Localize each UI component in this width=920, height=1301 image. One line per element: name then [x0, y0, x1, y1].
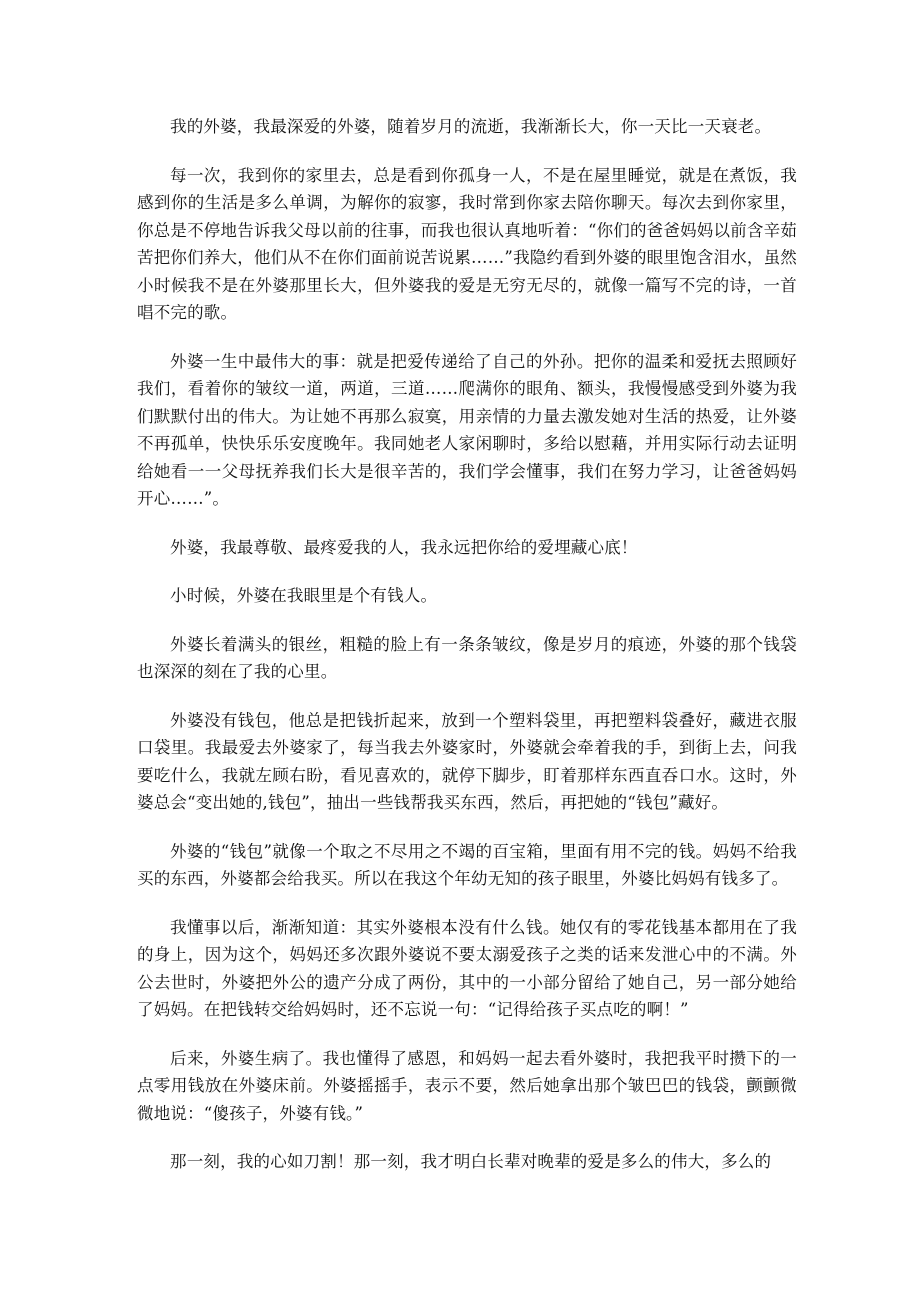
- paragraph: 外婆没有钱包，他总是把钱折起来，放到一个塑料袋里，再把塑料袋叠好，藏进衣服口袋里。我最爱去外婆家了，每当我去外婆家时，外婆就会牵着我的手，到街上去，问我要吃什么，我就左顾右盼，看见喜欢的，就停下脚步，盯着那样东西直吞口水。这时，外婆总会“变出她的,钱包”，抽出一些钱帮我买东西，然后，再把她的“钱包”藏好。: [137, 710, 797, 812]
- paragraph: 外婆长着满头的银丝，粗糙的脸上有一条条皱纹，像是岁月的痕迹，外婆的那个钱袋也深深的刻在了我的心里。: [137, 634, 797, 681]
- essay-body: [137, 113, 797, 1197]
- paragraph: 外婆，我最尊敬、最疼爱我的人，我永远把你给的爱埋藏心底！: [170, 537, 638, 557]
- paragraph: 小时候，外婆在我眼里是个有钱人。: [170, 586, 438, 605]
- paragraph: 外婆的“钱包”就像一个取之不尽用之不竭的百宝箱，里面有用不完的钱。妈妈不给我买的东西，外婆都会给我买。所以在我这个年幼无知的孩子眼里，外婆比妈妈有钱多了。: [137, 841, 797, 888]
- paragraph: 我懂事以后，渐渐知道：其实外婆根本没有什么钱。她仅有的零花钱基本都用在了我的身上，因为这个，妈妈还多次跟外婆说不要太溺爱孩子之类的话来发泄心中的不满。外公去世时，外婆把外公的遗产分成了两份，其中的一小部分留给了她自己，另一部分她给了妈妈。在把钱转交给妈妈时，还不忘说一句：“记得给孩子买点吃的啊！”: [137, 917, 797, 1019]
- paragraph: 每一次，我到你的家里去，总是看到你孤身一人，不是在屋里睡觉，就是在煮饭，我感到你的生活是多么单调，为解你的寂寥，我时常到你家去陪你聊天。每次去到你家里，你总是不停地告诉我父母以前的往事，而我也很认真地听着：“你们的爸爸妈妈以前含辛茹苦把你们养大，他们从不在你们面前说苦说累……”我隐约看到外婆的眼里饱含泪水，虽然小时候我不是在外婆那里长大，但外婆我的爱是无穷无尽的，就像一篇写不完的诗，一首唱不完的歌。: [137, 165, 797, 322]
- paragraph: 后来，外婆生病了。我也懂得了感恩，和妈妈一起去看外婆时，我把我平时攒下的一点零用钱放在外婆床前。外婆摇摇手，表示不要，然后她拿出那个皱巴巴的钱袋，颤颤微微地说：“傻孩子，外婆有钱。”: [137, 1048, 797, 1123]
- paragraph: 外婆一生中最伟大的事：就是把爱传递给了自己的外孙。把你的温柔和爱抚去照顾好我们，看着你的皱纹一道，两道，三道……爬满你的眼角、额头，我慢慢感受到外婆为我们默默付出的伟大。为让她不再那么寂寞，用亲情的力量去激发她对生活的热爱，让外婆不再孤单，快快乐乐安度晚年。我同她老人家闲聊时，多给以慰藉，并用实际行动去证明给她看一一父母抚养我们长大是很辛苦的，我们学会懂事，我们在努力学习，让爸爸妈妈开心……”。: [137, 351, 797, 508]
- paragraph: 那一刻，我的心如刀割！那一刻，我才明白长辈对晚辈的爱是多么的伟大，多么的: [170, 1152, 772, 1171]
- paragraph: 我的外婆，我最深爱的外婆，随着岁月的流逝，我渐渐长大，你一天比一天衰老。: [170, 117, 772, 136]
